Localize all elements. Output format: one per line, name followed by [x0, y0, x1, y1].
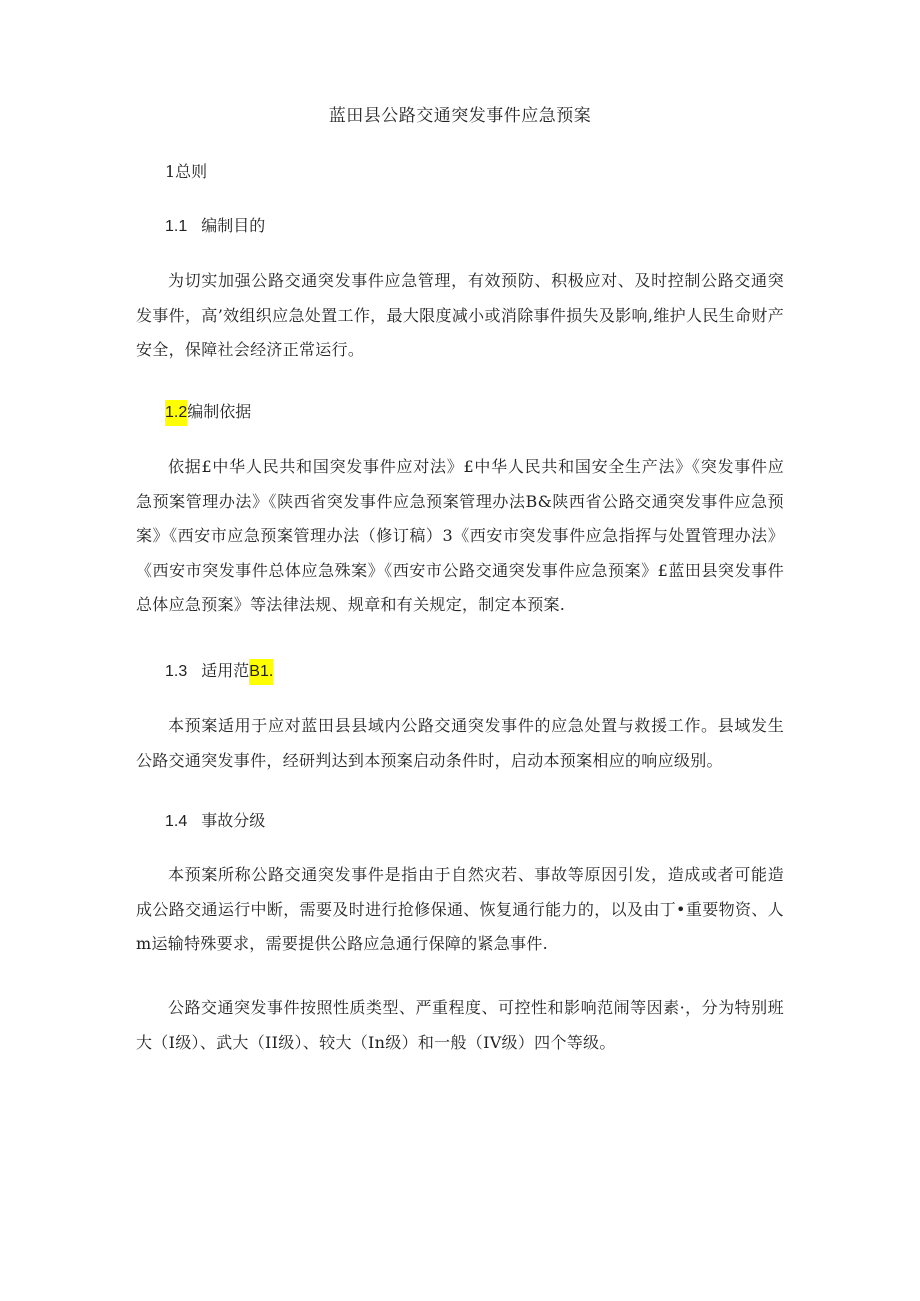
section-number: 1.4 [165, 813, 188, 830]
paragraph-scope: 本预案适用于应对蓝田县县域内公路交通突发事件的应急处置与救援工作。县域发生公路交通突发事件，经研判达到本预案启动条件时，启动本预案相应的响应级别。 [136, 716, 784, 770]
section-title: 事故分级 [201, 811, 266, 830]
section-number: 1.3 [165, 663, 188, 680]
section-title-highlighted: B1. [249, 659, 273, 685]
section-heading-1 [165, 159, 207, 185]
paragraph-classification-levels: 公路交通突发事件按照性质类型、严重程度、可控性和影响范闹等因素·，分为特别班大（I级）、武大（II级）、较大（In级）和一般（IV级）四个等级。 [136, 998, 784, 1052]
section-heading-1-4 [165, 808, 265, 835]
section-title: 适用范 [201, 661, 250, 680]
section-1-label: 1总则 [165, 162, 208, 181]
paragraph-basis: 依据£中华人民共和国突发事件应对法》£中华人民共和国安全生产法》《突发事件应急预案管理办法》《陕西省突发事件应急预案管理办法B&陕西省公路交通突发事件应急预案》《西安市应急预案管理办法（修订稿）3《西安市突发事件应急指挥与处置管理办法》《西安市突发事件总体应急殊案》《西安市公路交通突发事件应急预案》£蓝田县突发事件总体应急预案》等法律法规、规章和有关规定，制定本预案. [136, 457, 784, 614]
section-number: 1.1 [165, 218, 188, 235]
section-number-highlighted: 1.2 [165, 400, 187, 426]
section-heading-1-1 [165, 213, 265, 240]
paragraph-purpose: 为切实加强公路交通突发事件应急管理，有效预防、积极应对、及时控制公路交通突发事件，高’效组织应急处置工作，最大限度减小或消除事件损失及影响,维护人民生命财产安全，保障社会经济正常运行。 [136, 271, 784, 359]
section-title: 编制依据 [187, 402, 252, 421]
paragraph-classification-definition: 本预案所称公路交通突发事件是指由于自然灾若、事故等原因引发，造成或者可能造成公路交通运行中断，需要及时进行抢修保通、恢复通行能力的，以及由丁•重要物资、人m运输特殊要求，需要提供公路应急通行保障的紧急事件. [136, 865, 784, 953]
section-title: 编制目的 [201, 216, 266, 235]
document-title: 蓝田县公路交通突发事件应急预案 [328, 106, 592, 126]
section-heading-1-2 [165, 399, 251, 426]
section-heading-1-3 [165, 658, 273, 685]
